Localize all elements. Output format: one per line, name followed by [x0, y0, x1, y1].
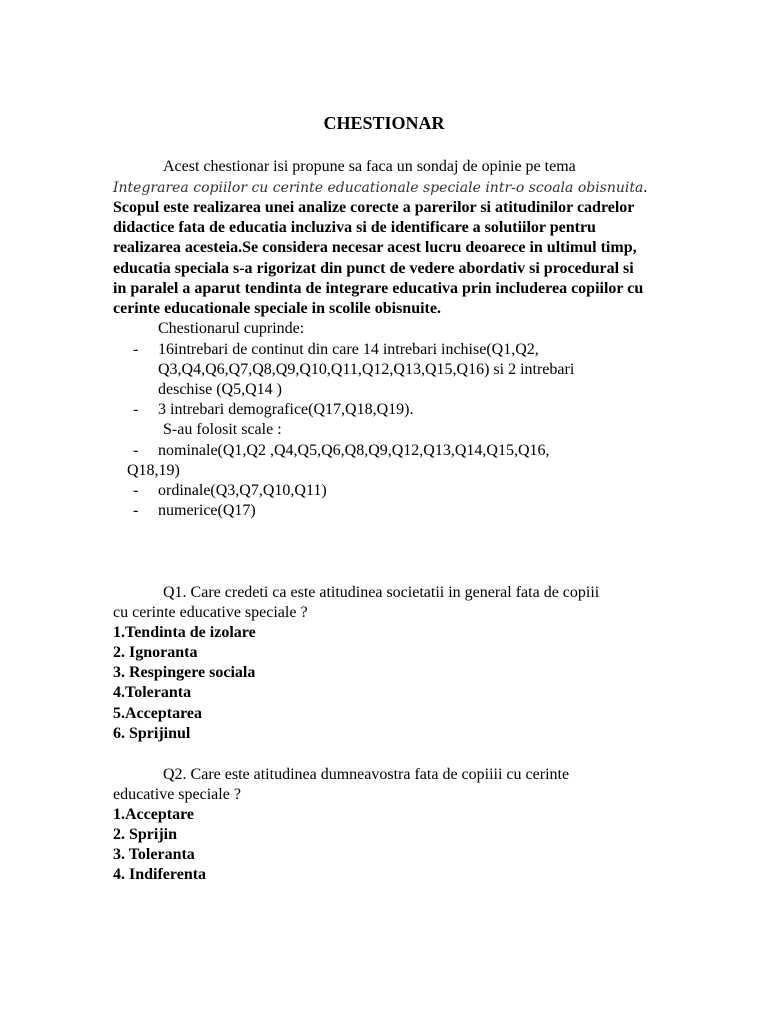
- scales-heading: S-au folosit scale :: [163, 421, 282, 438]
- q1-text-line-2: cu cerinte educative speciale ?: [113, 604, 308, 621]
- q1-option: 4.Toleranta: [113, 684, 192, 701]
- list-dash: -: [133, 341, 139, 358]
- q1-text-line-1: Q1. Care credeti ca este atitudinea societatii in general fata de copiii: [163, 584, 600, 601]
- intro-line-6: educatia speciala s-a rigorizat din punct de vedere abordativ si procedural si: [113, 260, 634, 277]
- q2-option: 2. Sprijin: [113, 826, 178, 843]
- q2-text-line-1: Q2. Care este atitudinea dumneavostra fata de copiiii cu cerinte: [163, 766, 570, 783]
- q1-option: 1.Tendinta de izolare: [113, 624, 256, 641]
- scale-2: ordinale(Q3,Q7,Q10,Q11): [158, 482, 327, 499]
- scale-3: numerice(Q17): [158, 502, 256, 519]
- list-dash: -: [133, 482, 139, 499]
- structure-item-1-line-1: 16intrebari de continut din care 14 intrebari inchise(Q1,Q2,: [158, 341, 539, 358]
- structure-heading: Chestionarul cuprinde:: [158, 320, 305, 337]
- intro-line-3: Scopul este realizarea unei analize corecte a parerilor si atitudinilor cadrelor: [113, 199, 635, 216]
- scale-1-line-2: Q18,19): [127, 462, 180, 479]
- intro-line-4: didactice fata de educatia incluziva si de identificare a solutiilor pentru: [113, 219, 596, 236]
- scale-1-line-1: nominale(Q1,Q2 ,Q4,Q5,Q6,Q8,Q9,Q12,Q13,Q14,Q15,Q16,: [158, 442, 550, 459]
- list-dash: -: [133, 401, 139, 418]
- intro-line-8: cerinte educationale speciale in scolile obisnuite.: [113, 300, 441, 317]
- q1-option: 3. Respingere sociala: [113, 664, 256, 681]
- page-title: CHESTIONAR: [323, 113, 445, 133]
- q1-option: 2. Ignoranta: [113, 644, 198, 661]
- topic-period: .: [643, 179, 648, 196]
- structure-item-1-line-2: Q3,Q4,Q6,Q7,Q8,Q9,Q10,Q11,Q12,Q13,Q15,Q16) si 2 intrebari: [158, 361, 575, 378]
- intro-line-1: Acest chestionar isi propune sa faca un sondaj de opinie pe tema: [163, 158, 576, 175]
- intro-line-2: [113, 178, 647, 198]
- list-dash: -: [133, 502, 139, 519]
- intro-line-5: realizarea acesteia.Se considera necesar acest lucru deoarece in ultimul timp,: [113, 239, 637, 256]
- structure-item-2: 3 intrebari demografice(Q17,Q18,Q19).: [158, 401, 414, 418]
- q2-text-line-2: educative speciale ?: [113, 786, 241, 803]
- q2-option: 4. Indiferenta: [113, 866, 207, 883]
- q1-option: 5.Acceptarea: [113, 705, 202, 722]
- q2-option: 3. Toleranta: [113, 846, 195, 863]
- topic-italic: Integrarea copiilor cu cerinte educationale speciale intr-o scoala obisnuita: [113, 180, 644, 196]
- q1-option: 6. Sprijinul: [113, 725, 191, 742]
- list-dash: -: [133, 442, 139, 459]
- q2-option: 1.Acceptare: [113, 806, 194, 823]
- structure-item-1-line-3: deschise (Q5,Q14 ): [158, 381, 282, 398]
- intro-line-7: in paralel a aparut tendinta de integrare educativa prin includerea copiilor cu: [113, 280, 644, 297]
